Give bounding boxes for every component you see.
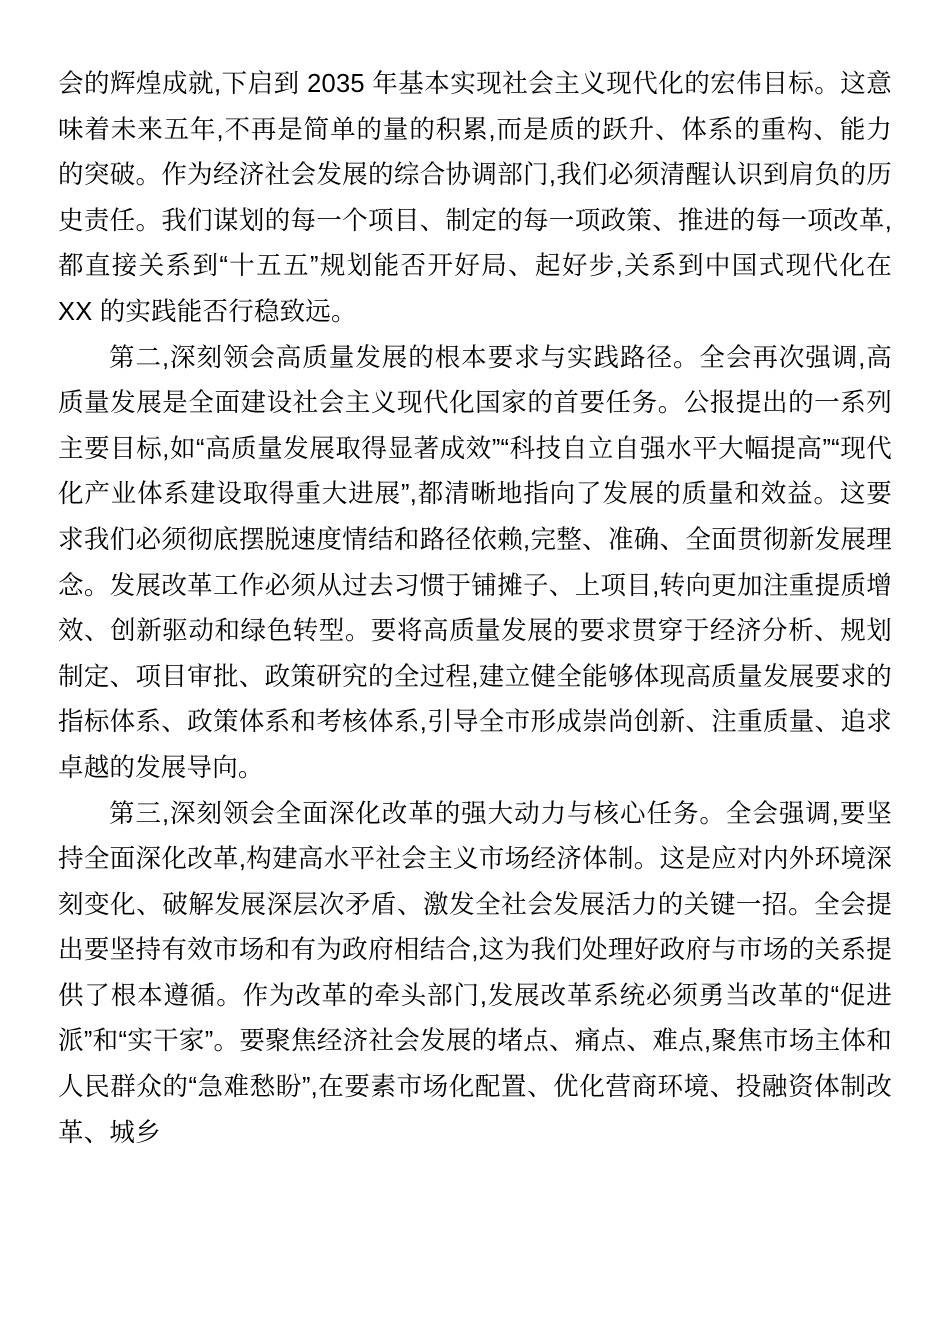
- paragraph: 第二,深刻领会高质量发展的根本要求与实践路径。全会再次强调,高质量发展是全面建设社会主义现代化国家的首要任务。公报提出的一系列主要目标,如“高质量发展取得显著成效”“科技自立自强水平大幅提高”“现代化产业体系建设取得重大进展”,都清晰地指向了发展的质量和效益。这要求我们必须彻底摆脱速度情结和路径依赖,完整、准确、全面贯彻新发展理念。发展改革工作必须从过去习惯于铺摊子、上项目,转向更加注重提质增效、创新驱动和绿色转型。要将高质量发展的要求贯穿于经济分析、规划制定、项目审批、政策研究的全过程,建立健全能够体现高质量发展要求的指标体系、政策体系和考核体系,引导全市形成崇尚创新、注重质量、追求卓越的发展导向。: [58, 343, 892, 782]
- paragraph: 第三,深刻领会全面深化改革的强大动力与核心任务。全会强调,要坚持全面深化改革,构建高水平社会主义市场经济体制。这是应对内外环境深刻变化、破解发展深层次矛盾、激发全社会发展活力的关键一招。全会提出要坚持有效市场和有为政府相结合,这为我们处理好政府与市场的关系提供了根本遵循。作为改革的牵头部门,发展改革系统必须勇当改革的“促进派”和“实干家”。要聚焦经济社会发展的堵点、痛点、难点,聚焦市场主体和人民群众的“急难愁盼”,在要素市场化配置、优化营商环境、投融资体制改革、城乡: [58, 799, 892, 1147]
- document-body: [58, 62, 892, 1156]
- paragraph: 会的辉煌成就,下启到 2035 年基本实现社会主义现代化的宏伟目标。这意味着未来五年,不再是简单的量的积累,而是质的跃升、体系的重构、能力的突破。作为经济社会发展的综合协调部门,我们必须清醒认识到肩负的历史责任。我们谋划的每一个项目、制定的每一项政策、推进的每一项改革,都直接关系到“十五五”规划能否开好局、起好步,关系到中国式现代化在 XX 的实践能否行稳致远。: [58, 70, 892, 326]
